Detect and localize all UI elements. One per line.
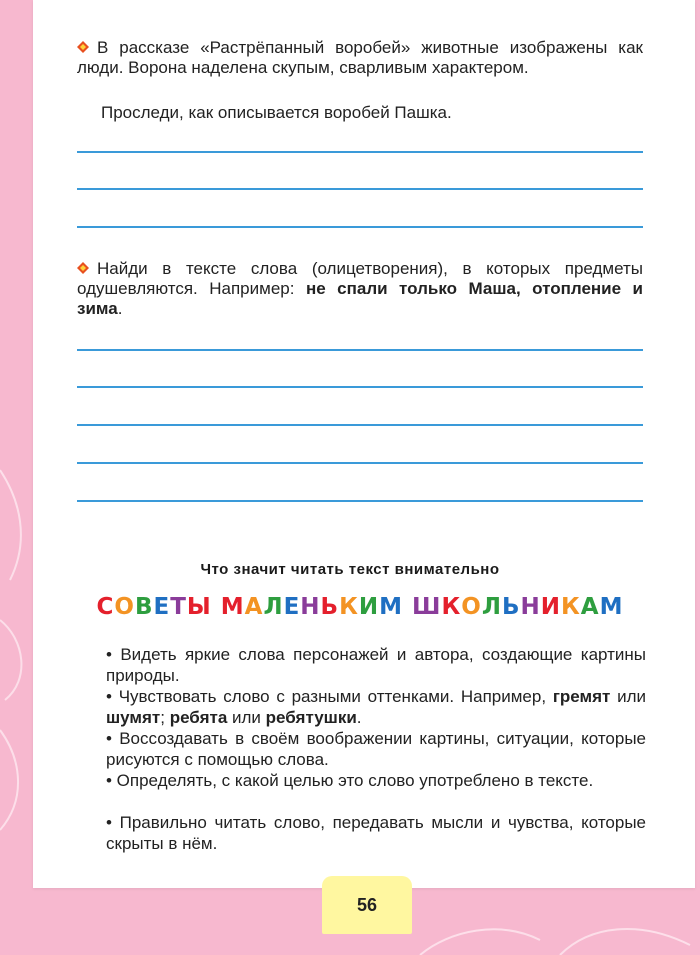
- banner-letter: Е: [153, 594, 171, 620]
- banner-letter: И: [540, 594, 561, 620]
- diamond-bullet-icon: [77, 38, 89, 50]
- writing-line[interactable]: [77, 349, 643, 351]
- tip-item: • Воссоздавать в своём воображении картины, ситуации, которые рисуются с помощью слова.: [106, 729, 646, 769]
- tip-text: или: [610, 687, 646, 706]
- task1-text: В рассказе «Растрёпанный воробей» животные изображены как люди. Ворона наделена скупым, сварливым характером.: [77, 38, 643, 77]
- tip-text: ;: [160, 708, 170, 727]
- banner-letter: К: [441, 594, 462, 620]
- writing-line[interactable]: [77, 151, 643, 153]
- banner-letter: Е: [283, 594, 301, 620]
- tip-item: • Правильно читать слово, передавать мысли и чувства, которые скрыты в нём.: [106, 813, 646, 853]
- page-number-text: 56: [356, 894, 378, 915]
- writing-line[interactable]: [77, 188, 643, 190]
- banner-letter: Ь: [501, 594, 521, 620]
- banner-letter: К: [560, 594, 581, 620]
- tip-item: [106, 686, 646, 728]
- advice-banner: [0, 594, 700, 620]
- tip-item: • Определять, с какой целью это слово употреблено в тексте.: [106, 771, 594, 790]
- task2-text: [77, 259, 643, 319]
- tip-item: • Видеть яркие слова персонажей и автора, создающие картины природы.: [106, 645, 646, 685]
- banner-letter: В: [134, 594, 154, 620]
- banner-letter: М: [220, 594, 245, 620]
- banner-letter: М: [599, 594, 624, 620]
- writing-line[interactable]: [77, 462, 643, 464]
- banner-letter: И: [358, 594, 380, 620]
- tip-text: .: [356, 708, 362, 727]
- banner-letter: А: [244, 594, 264, 620]
- writing-line[interactable]: [77, 500, 643, 502]
- banner-letter: С: [96, 594, 115, 620]
- tip-example: гремят: [552, 687, 611, 706]
- banner-letter: Н: [300, 594, 321, 620]
- banner-letter: М: [379, 594, 404, 620]
- banner-letter: Л: [481, 594, 502, 620]
- task1-question: Проследи, как описывается воробей Пашка.: [101, 103, 452, 122]
- tip-text: или: [227, 708, 266, 727]
- tip-example: ребятушки: [265, 708, 357, 727]
- writing-line[interactable]: [77, 424, 643, 426]
- banner-letter: О: [461, 594, 482, 620]
- task1-intro: [77, 38, 643, 78]
- writing-line[interactable]: [77, 386, 643, 388]
- banner-letter: Ш: [412, 594, 442, 620]
- writing-line[interactable]: [77, 226, 643, 228]
- task2-end: .: [117, 299, 123, 318]
- banner-letter: А: [580, 594, 600, 620]
- banner-letter: [212, 594, 221, 620]
- banner-letter: Н: [520, 594, 541, 620]
- section-heading: Что значит читать текст внимательно: [200, 561, 500, 578]
- banner-letter: Т: [170, 594, 187, 620]
- banner-letter: Ы: [186, 594, 212, 620]
- tip-example: шумят: [106, 708, 161, 727]
- tip-text: • Чувствовать слово с разными оттенками. Например,: [106, 687, 553, 706]
- diamond-bullet-icon: [77, 259, 89, 271]
- banner-letter: [403, 594, 412, 620]
- page-number: [322, 876, 412, 934]
- banner-letter: Л: [263, 594, 284, 620]
- task2-plain: Найди в тексте слова (олицетворения), в которых предметы одушевляются. Например:: [77, 259, 643, 298]
- banner-letter: О: [114, 594, 135, 620]
- banner-letter: К: [339, 594, 359, 620]
- task2-example: не спали только Маша, отопление и зима: [77, 279, 643, 318]
- tip-example: ребята: [169, 708, 228, 727]
- banner-letter: Ь: [320, 594, 340, 620]
